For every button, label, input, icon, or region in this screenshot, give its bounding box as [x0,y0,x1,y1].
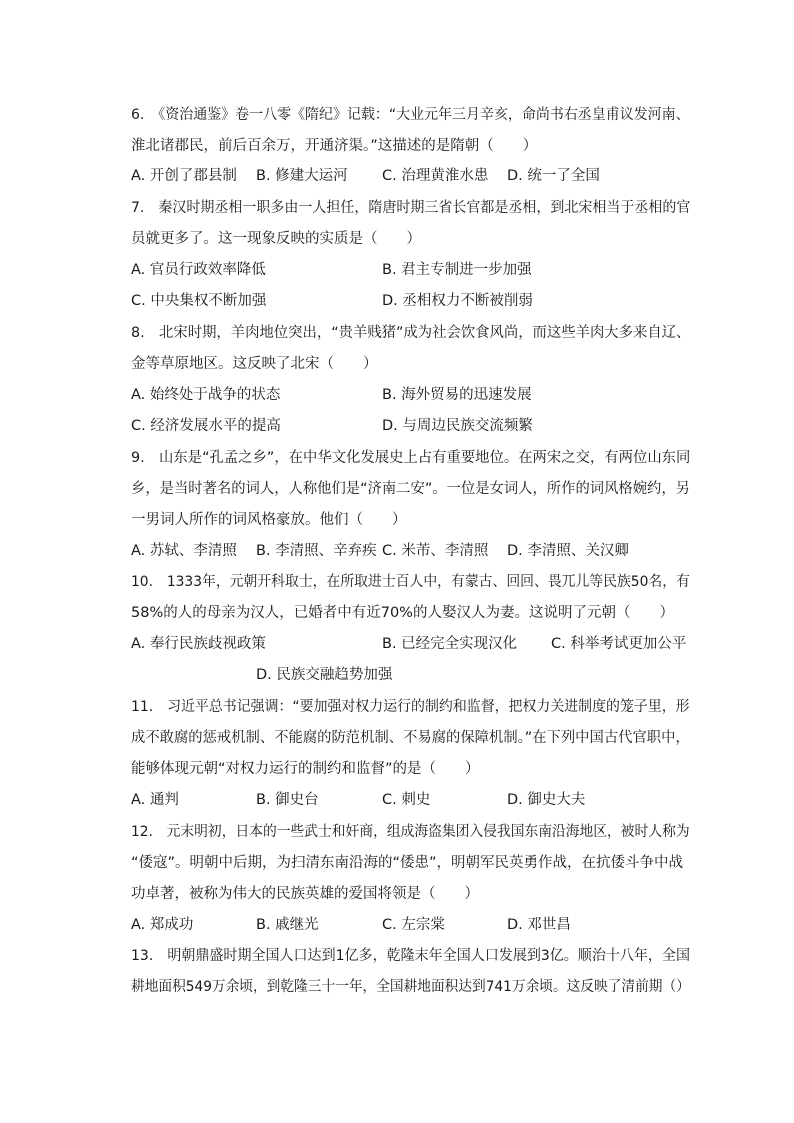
q9-option-b[interactable]: B. 李清照、辛弃疾 [256,543,377,559]
q11-stem-line-3: 能够体现元朝“对权力运行的制约和监督”的是（ ） [131,761,480,777]
q8-option-c[interactable]: C. 经济发展水平的提高 [131,418,281,434]
q9-stem-line-2: 乡，是当时著名的词人，人称他们是“济南二安”。一位是女词人，所作的词风格婉约，另 [131,481,691,497]
q7-option-a[interactable]: A. 官员行政效率降低 [131,262,266,278]
q12-option-b[interactable]: B. 戚继光 [256,917,319,933]
q10-option-a[interactable]: A. 奉行民族歧视政策 [131,636,266,652]
q12-option-a[interactable]: A. 郑成功 [131,917,194,933]
q11-option-b[interactable]: B. 御史台 [256,792,319,808]
q6-stem-line-1: 6. 《资治通鉴》卷一八零《隋纪》记载：“大业元年三月辛亥，命尚书右丞皇甫议发河南、 [131,107,690,123]
q6-option-b[interactable]: B. 修建大运河 [256,168,348,184]
q8-option-b[interactable]: B. 海外贸易的迅速发展 [382,387,532,403]
q12-stem-line-2: “倭寇”。明朝中后期，为扫清东南沿海的“倭患”，明朝军民英勇作战，在抗倭斗争中战 [131,855,684,871]
q8-option-a[interactable]: A. 始终处于战争的状态 [131,387,281,403]
q13-stem-line-1: 13. 明朝鼎盛时期全国人口达到1亿多，乾隆末年全国人口发展到3亿。顺治十八年，全国 [131,948,690,964]
q8-stem-line-2: 金等草原地区。这反映了北宋（ ） [131,356,378,372]
q7-option-d[interactable]: D. 丞相权力不断被削弱 [382,293,533,309]
q11-option-d[interactable]: D. 御史大夫 [507,792,586,808]
q8-option-d[interactable]: D. 与周边民族交流频繁 [382,418,533,434]
q7-stem-line-2: 员就更多了。这一现象反映的实质是（ ） [131,231,421,247]
q11-stem-line-2: 成不敢腐的惩戒机制、不能腐的防范机制、不易腐的保障机制。”在下列中国古代官职中， [131,730,690,746]
q7-option-b[interactable]: B. 君主专制进一步加强 [382,262,532,278]
q8-stem-line-1: 8. 北宋时期，羊肉地位突出，“贵羊贱猪”成为社会饮食风尚，而这些羊肉大多来自辽、 [131,325,691,341]
q7-stem-line-1: 7. 秦汉时期丞相一职多由一人担任，隋唐时期三省长官都是丞相，到北宋相当于丞相的官 [131,200,691,216]
q10-option-b[interactable]: B. 已经完全实现汉化 [382,636,518,652]
q6-stem-line-2: 淮北诸郡民，前后百余万，开通济渠。”这描述的是隋朝（ ） [131,138,538,154]
q11-stem-line-1: 11. 习近平总书记强调：“要加强对权力运行的制约和监督，把权力关进制度的笼子里，形 [131,699,690,715]
q6-option-d[interactable]: D. 统一了全国 [507,168,600,184]
q9-option-d[interactable]: D. 李清照、关汉卿 [507,543,629,559]
q12-option-c[interactable]: C. 左宗棠 [382,917,445,933]
q9-stem-line-1: 9. 山东是“孔孟之乡”，在中华文化发展史上占有重要地位。在两宋之交，有两位山东同 [131,450,691,466]
q11-option-a[interactable]: A. 通判 [131,792,179,808]
q6-option-a[interactable]: A. 开创了郡县制 [131,168,237,184]
q10-option-d[interactable]: D. 民族交融趋势加强 [256,667,393,683]
q9-stem-line-3: 一男词人所作的词风格豪放。他们（ ） [131,512,407,528]
q6-option-c[interactable]: C. 治理黄淮水患 [382,168,489,184]
q13-stem-line-2: 耕地面积549万余顷，到乾隆三十一年，全国耕地面积达到741万余顷。这反映了清前期（） [131,979,690,995]
q11-option-c[interactable]: C. 刺史 [382,792,431,808]
q12-stem-line-3: 功卓著，被称为伟大的民族英雄的爱国将领是（ ） [131,886,479,902]
q9-option-a[interactable]: A. 苏轼、李清照 [131,543,237,559]
q12-stem-line-1: 12. 元末明初，日本的一些武士和奸商，组成海盗集团入侵我国东南沿海地区，被时人称为 [131,824,690,840]
q12-option-d[interactable]: D. 邓世昌 [507,917,571,933]
q9-option-c[interactable]: C. 米芾、李清照 [382,543,489,559]
q10-stem-line-1: 10. 1333年，元朝开科取士，在所取进士百人中，有蒙古、回回、畏兀儿等民族50名，有 [131,574,690,590]
q10-stem-line-2: 58%的人的母亲为汉人，已婚者中有近70%的人娶汉人为妻。这说明了元朝（ ） [131,605,674,621]
q10-option-c[interactable]: C. 科举考试更加公平 [551,636,687,652]
q7-option-c[interactable]: C. 中央集权不断加强 [131,293,267,309]
